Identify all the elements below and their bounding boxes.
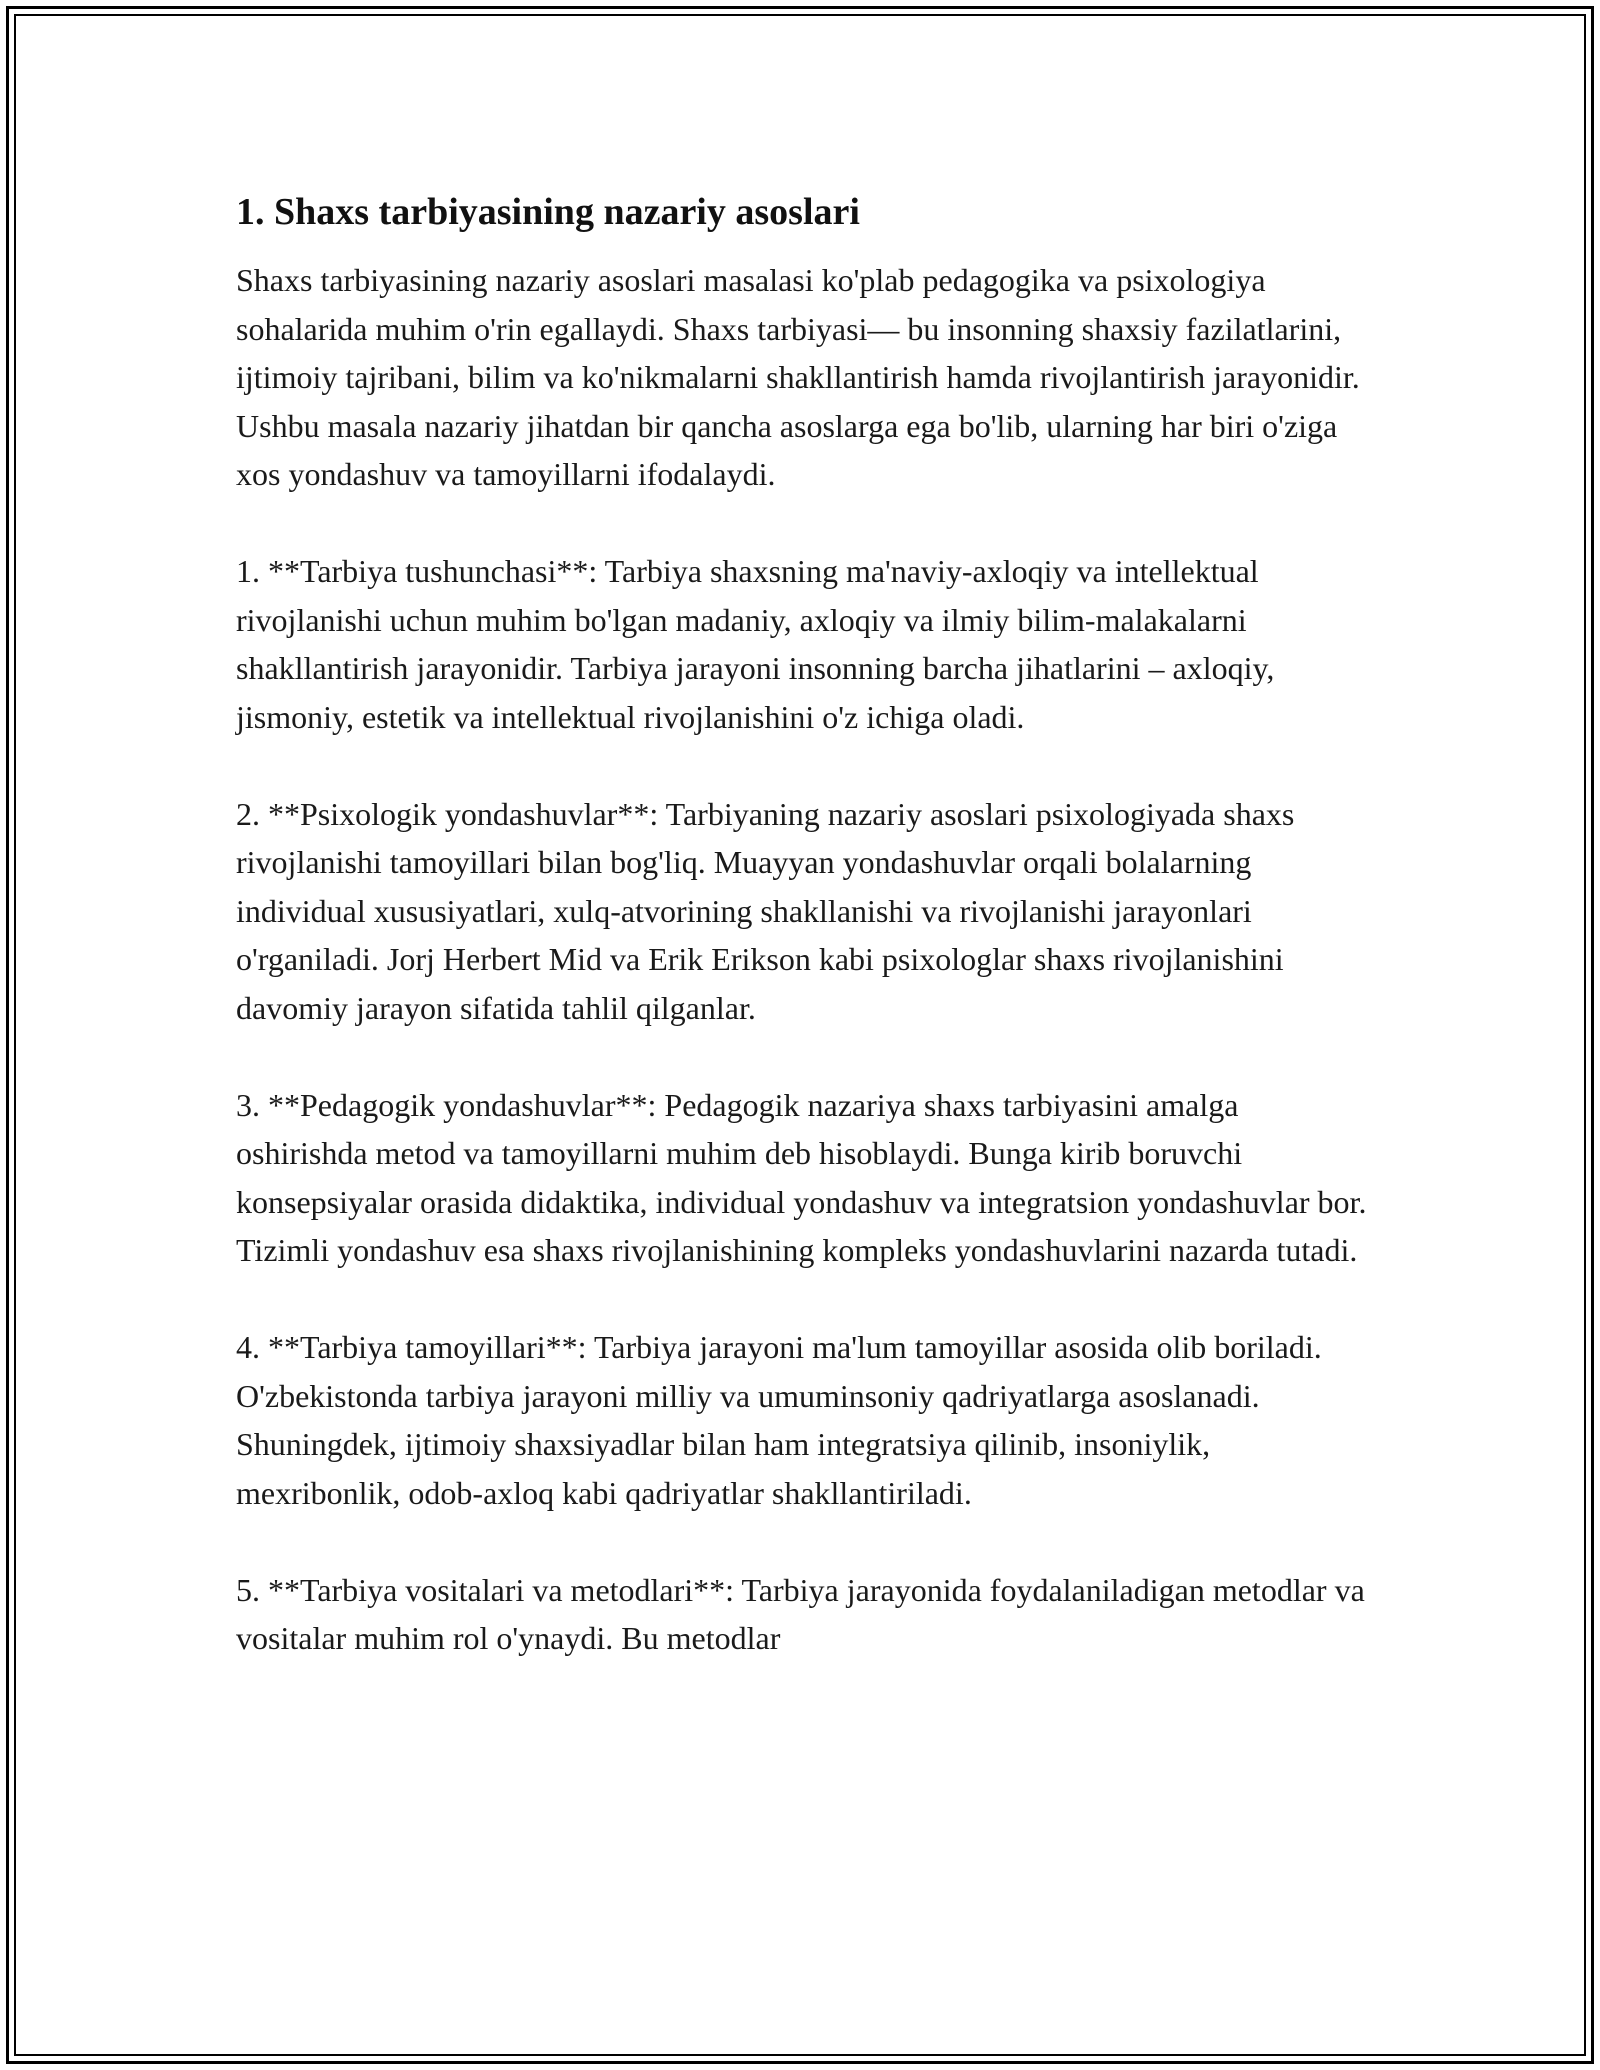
document-body [236, 188, 1376, 1663]
paragraph-pedagogik-yondashuvlar: 3. **Pedagogik yondashuvlar**: Pedagogik nazariya shaxs tarbiyasini amalga oshirishda metod va tamoyillarni muhim deb hisoblaydi. Bunga kirib boruvchi konsepsiyalar orasida didaktika, individual yondashuv va integratsion yondashuvlar bor. Tizimli yondashuv esa shaxs rivojlanishining kompleks yondashuvlarini nazarda tutadi. [236, 1086, 1367, 1268]
paragraph-tarbiya-vositalari: 5. **Tarbiya vositalari va metodlari**: Tarbiya jarayonida foydalaniladigan metodlar va vositalar muhim rol o'ynaydi. Bu metodlar [236, 1571, 1365, 1656]
paragraph-tarbiya-tamoyillari: 4. **Tarbiya tamoyillari**: Tarbiya jarayoni ma'lum tamoyillar asosida olib boriladi. O'zbekistonda tarbiya jarayoni milliy va umuminsoniy qadriyatlarga asoslanadi. Shuningdek, ijtimoiy shaxsiyadlar bilan ham integratsiya qilinib, insoniylik, mexribonlik, odob-axloq kabi qadriyatlar shakllantiriladi. [236, 1329, 1322, 1511]
section-heading: 1. Shaxs tarbiyasining nazariy asoslari [236, 191, 860, 233]
intro-paragraph: Shaxs tarbiyasining nazariy asoslari masalasi ko'plab pedagogika va psixologiya sohalarida muhim o'rin egallaydi. Shaxs tarbiyasi— bu insonning shaxsiy fazilatlarini, ijtimoiy tajribani, bilim va ko'nikmalarni shakllantirish hamda rivojlantirish jarayonidir. Ushbu masala nazariy jihatdan bir qancha asoslarga ega bo'lib, ularning har biri o'ziga xos yondashuv va tamoyillarni ifodalaydi. [236, 262, 1360, 492]
paragraph-tarbiya-tushunchasi: 1. **Tarbiya tushunchasi**: Tarbiya shaxsning ma'naviy-axloqiy va intellektual rivojlanishi uchun muhim bo'lgan madaniy, axloqiy va ilmiy bilim-malakalarni shakllantirish jarayonidir. Tarbiya jarayoni insonning barcha jihatlarini – axloqiy, jismoniy, estetik va intellektual rivojlanishini o'z ichiga oladi. [236, 553, 1275, 735]
paragraph-psixologik-yondashuvlar: 2. **Psixologik yondashuvlar**: Tarbiyaning nazariy asoslari psixologiyada shaxs rivojlanishi tamoyillari bilan bog'liq. Muayyan yondashuvlar orqali bolalarning individual xususiyatlari, xulq-atvorining shakllanishi va rivojlanishi jarayonlari o'rganiladi. Jorj Herbert Mid va Erik Erikson kabi psixologlar shaxs rivojlanishini davomiy jarayon sifatida tahlil qilganlar. [236, 795, 1295, 1026]
